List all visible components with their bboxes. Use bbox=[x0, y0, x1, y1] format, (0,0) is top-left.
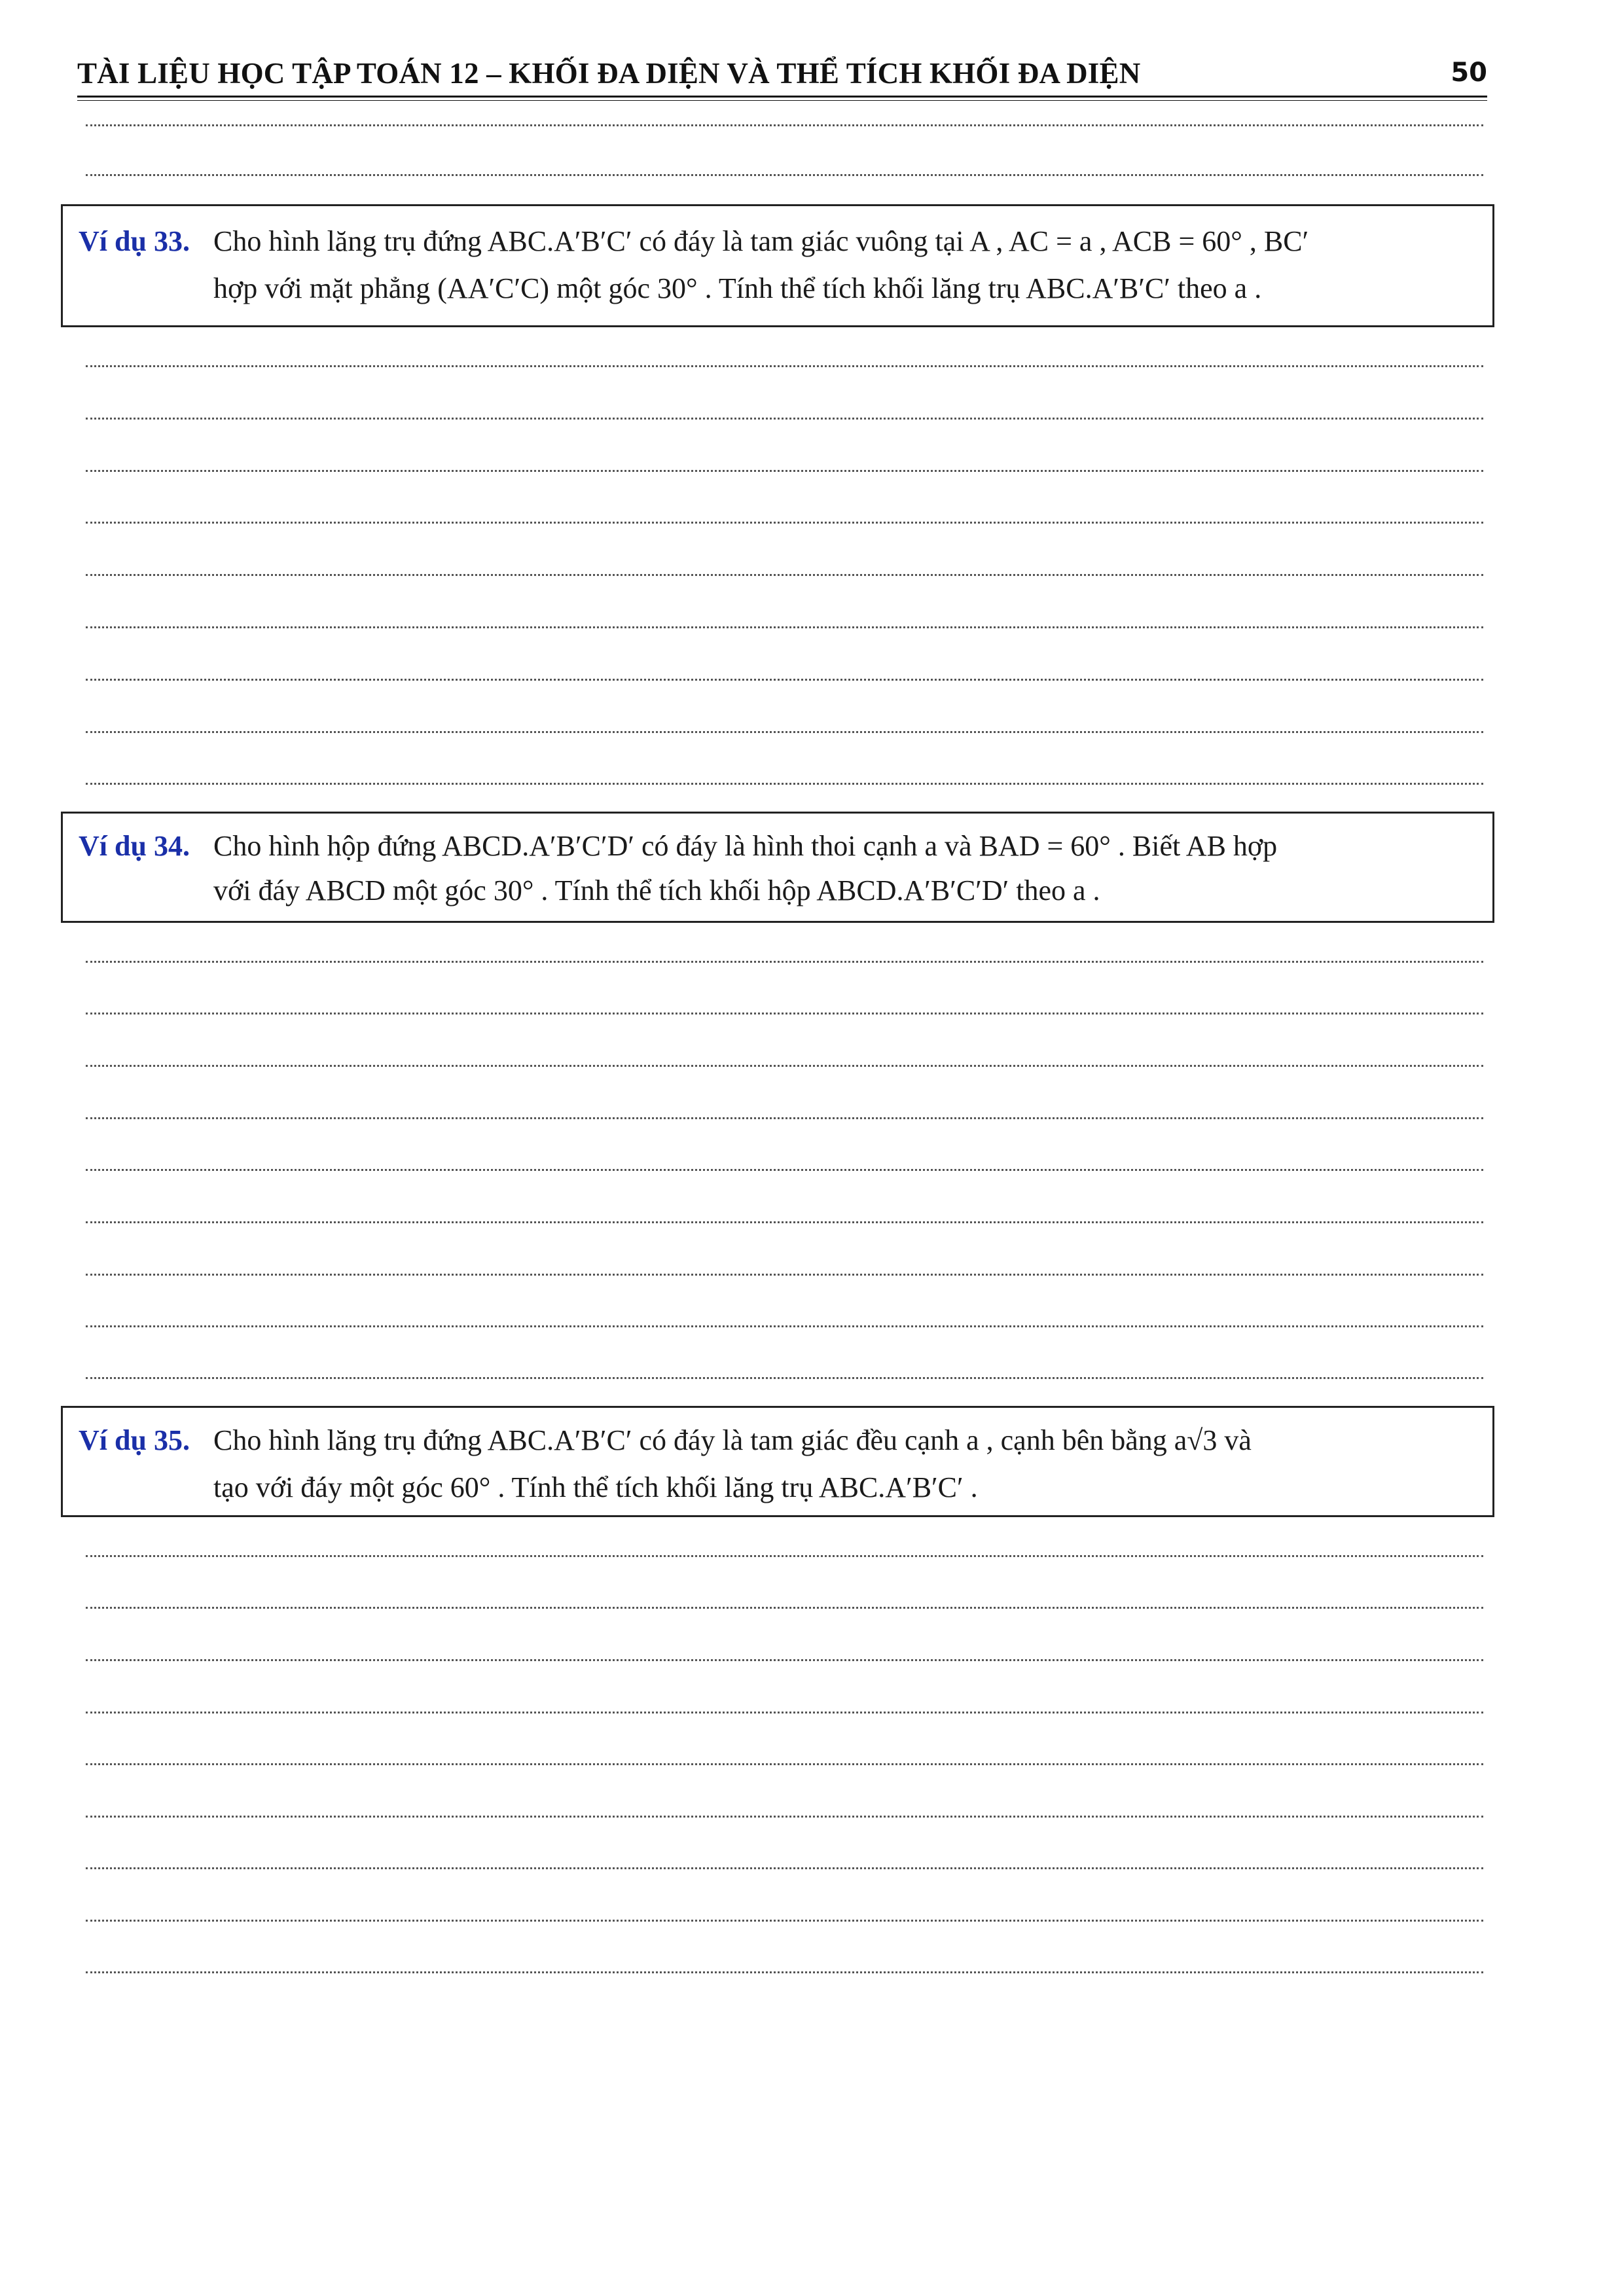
example-box-33 bbox=[61, 204, 1494, 327]
example-label: Ví dụ 35. bbox=[79, 1424, 190, 1456]
example-label: Ví dụ 33. bbox=[79, 225, 190, 257]
answer-line bbox=[86, 1117, 1483, 1119]
answer-line bbox=[86, 1377, 1483, 1379]
answer-line bbox=[86, 124, 1483, 126]
header-divider-thin bbox=[77, 100, 1487, 101]
answer-line bbox=[86, 731, 1483, 733]
header-divider bbox=[77, 96, 1487, 98]
answer-line bbox=[86, 1274, 1483, 1276]
answer-line bbox=[86, 1920, 1483, 1922]
answer-line bbox=[86, 1763, 1483, 1765]
page-number: 50 bbox=[1451, 58, 1487, 88]
answer-line bbox=[86, 1325, 1483, 1327]
answer-line bbox=[86, 1659, 1483, 1661]
example-text-line: Cho hình hộp đứng ABCD.A′B′C′D′ có đáy là hình thoi cạnh a và BAD = 60° . Biết AB hợp bbox=[213, 830, 1278, 862]
example-text-line: tạo với đáy một góc 60° . Tính thể tích khối lăng trụ ABC.A′B′C′ . bbox=[213, 1471, 978, 1503]
example-box-34 bbox=[61, 812, 1494, 923]
answer-line bbox=[86, 522, 1483, 524]
answer-line bbox=[86, 961, 1483, 963]
answer-line bbox=[86, 679, 1483, 681]
answer-line bbox=[86, 1065, 1483, 1067]
answer-line bbox=[86, 1867, 1483, 1869]
example-box-35 bbox=[61, 1406, 1494, 1517]
example-text-line: hợp với mặt phẳng (AA′C′C) một góc 30° . Tính thể tích khối lăng trụ ABC.A′B′C′ theo a . bbox=[213, 272, 1262, 304]
answer-line bbox=[86, 574, 1483, 576]
answer-line bbox=[86, 783, 1483, 785]
page-title: TÀI LIỆU HỌC TẬP TOÁN 12 – KHỐI ĐA DIỆN VÀ THỂ TÍCH KHỐI ĐA DIỆN bbox=[77, 57, 1141, 90]
answer-line bbox=[86, 1971, 1483, 1973]
example-text-line: Cho hình lăng trụ đứng ABC.A′B′C′ có đáy là tam giác đều cạnh a , cạnh bên bằng a√3 và bbox=[213, 1424, 1252, 1456]
answer-line bbox=[86, 1555, 1483, 1557]
example-label: Ví dụ 34. bbox=[79, 830, 190, 862]
answer-line bbox=[86, 1221, 1483, 1223]
answer-line bbox=[86, 1013, 1483, 1014]
answer-line bbox=[86, 1712, 1483, 1713]
answer-line bbox=[86, 470, 1483, 472]
answer-line bbox=[86, 626, 1483, 628]
example-text-line: Cho hình lăng trụ đứng ABC.A′B′C′ có đáy là tam giác vuông tại A , AC = a , ACB = 60° , BC′ bbox=[213, 225, 1309, 257]
answer-line bbox=[86, 418, 1483, 420]
answer-line bbox=[86, 365, 1483, 367]
page-header bbox=[77, 51, 1487, 98]
answer-line bbox=[86, 174, 1483, 176]
answer-line bbox=[86, 1816, 1483, 1818]
answer-line bbox=[86, 1607, 1483, 1609]
answer-line bbox=[86, 1169, 1483, 1171]
example-text-line: với đáy ABCD một góc 30° . Tính thể tích khối hộp ABCD.A′B′C′D′ theo a . bbox=[213, 874, 1100, 906]
